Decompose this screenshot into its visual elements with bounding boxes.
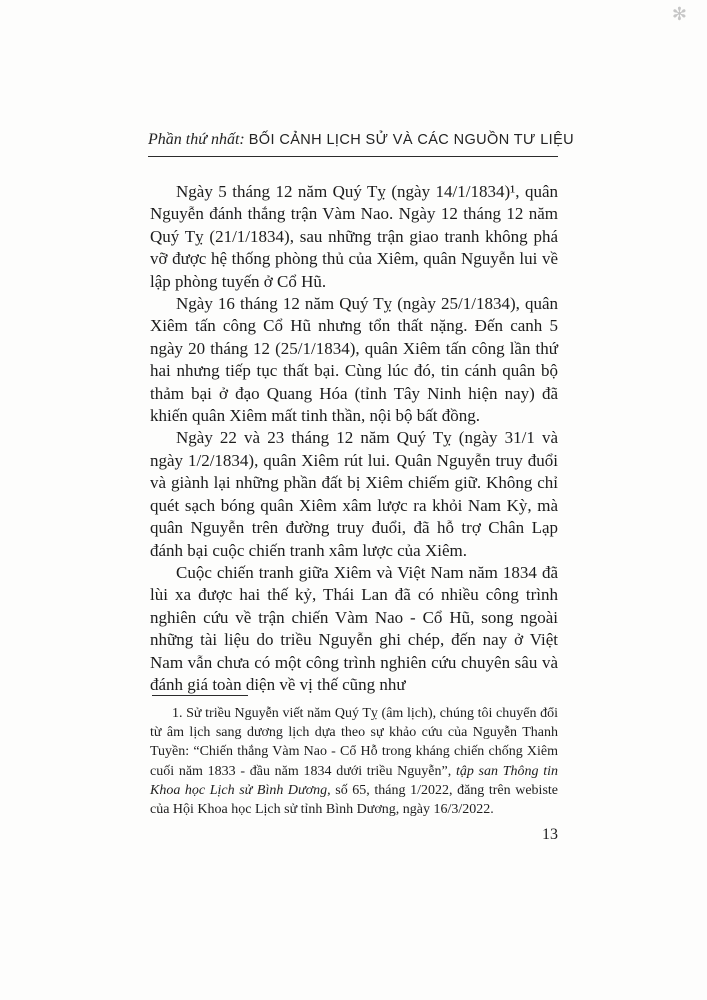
main-text-block xyxy=(150,181,558,696)
running-header-title: BỐI CẢNH LỊCH SỬ VÀ CÁC NGUỒN TƯ LIỆU xyxy=(248,132,575,148)
paragraph-4: Cuộc chiến tranh giữa Xiêm và Việt Nam năm 1834 đã lùi xa được hai thế kỷ, Thái Lan đã có nhiều công trình nghiên cứu về trận chiến Vàm Nao - Cổ Hũ, song ngoài những tài liệu do triều Nguyễn ghi chép, đến nay ở Việt Nam vẫn chưa có một công trình nghiên cứu chuyên sâu và đánh giá toàn diện về vị thế cũng như xyxy=(150,562,558,694)
footnote-1 xyxy=(150,704,558,819)
footnote-divider xyxy=(152,695,248,696)
footnote-text-end: , số 65, tháng 1/2022, đăng trên webiste của Hội Khoa học Lịch sử tỉnh Bình Dương, ngày 16/3/2022. xyxy=(150,782,558,818)
paragraph-1: Ngày 5 tháng 12 năm Quý Tỵ (ngày 14/1/1834)¹, quân Nguyễn đánh thắng trận Vàm Nao. Ngày 12 tháng 12 năm Quý Tỵ (21/1/1834), sau những trận giao tranh không phá vỡ được hệ thống phòng thủ của Xiêm, quân Nguyễn lui về lập phòng tuyến ở Cổ Hũ. xyxy=(150,182,558,291)
paragraph-3: Ngày 22 và 23 tháng 12 năm Quý Tỵ (ngày 31/1 và ngày 1/2/1834), quân Xiêm rút lui. Quân Nguyễn truy đuổi và giành lại những phần đất bị Xiêm chiếm giữ. Không chỉ quét sạch bóng quân Xiêm xâm lược ra khỏi Nam Kỳ, mà quân Nguyễn trên đường truy đuổi, đã hỗ trợ Chân Lạp đánh bại cuộc chiến tranh xâm lược của Xiêm. xyxy=(150,428,558,560)
footnote-journal-title: tập san Thông tin Khoa học Lịch sử Bình Dương xyxy=(150,763,558,798)
flower-ornament-icon: ✻ xyxy=(671,4,687,25)
running-header-section: Phần thứ nhất: xyxy=(148,131,245,148)
paragraph-2: Ngày 16 tháng 12 năm Quý Tỵ (ngày 25/1/1834), quân Xiêm tấn công Cổ Hũ nhưng tổn thất nặng. Đến canh 5 ngày 20 tháng 12 (25/1/1834), quân Xiêm tấn công lần thứ hai nhưng tiếp tục thất bại. Cùng lúc đó, tin cánh quân bộ thảm bại ở đạo Quang Hóa (tỉnh Tây Ninh hiện nay) đã khiến quân Xiêm mất tinh thần, nội bộ bất đồng. xyxy=(150,294,558,426)
footnote-text-start: 1. Sử triều Nguyễn viết năm Quý Tỵ (âm lịch), chúng tôi chuyển đổi từ âm lịch sang dương lịch dựa theo sự khảo cứu của Nguyễn Thanh Tuyền: “Chiến thắng Vàm Nao - Cổ Hỗ trong kháng chiến chống Xiêm cuối năm 1833 - đầu năm 1834 dưới triều Nguyễn”, xyxy=(150,706,558,779)
footnote-block xyxy=(150,704,558,819)
page-number: 13 xyxy=(542,826,558,843)
running-header xyxy=(148,131,575,157)
